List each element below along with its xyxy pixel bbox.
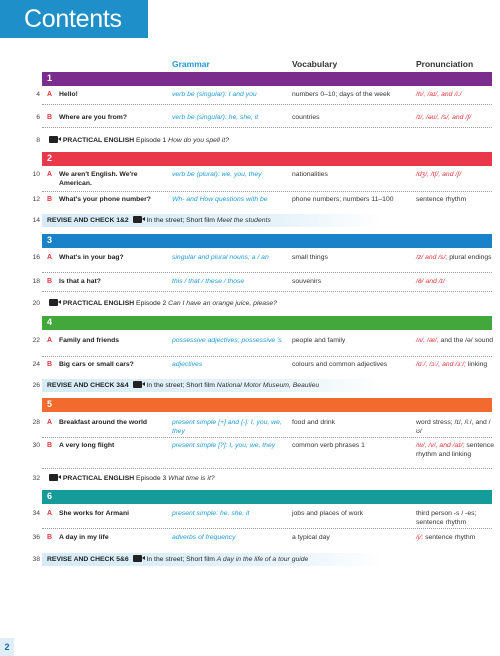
row-divider <box>42 437 492 438</box>
unit-bar-6: 6 <box>42 490 492 504</box>
video-camera-icon <box>49 136 58 143</box>
video-camera-icon <box>49 299 58 306</box>
row-divider <box>42 291 492 292</box>
row-divider <box>42 528 492 529</box>
unit-bar-4: 4 <box>42 316 492 330</box>
grammar-header: Grammar <box>172 59 210 69</box>
row-divider <box>42 104 492 105</box>
video-camera-icon <box>133 555 142 562</box>
video-camera-icon <box>133 216 142 223</box>
video-camera-icon <box>133 381 142 388</box>
row-divider <box>42 191 492 192</box>
page-number: 2 <box>0 638 14 656</box>
unit-bar-1: 1 <box>42 72 492 86</box>
row-divider <box>42 272 492 273</box>
row-divider <box>42 356 492 357</box>
row-divider <box>42 468 492 469</box>
pronunciation-header: Pronunciation <box>416 59 474 69</box>
unit-bar-2: 2 <box>42 152 492 166</box>
unit-bar-5: 5 <box>42 398 492 412</box>
page-title: Contents <box>24 5 122 33</box>
video-camera-icon <box>49 474 58 481</box>
unit-bar-3: 3 <box>42 234 492 248</box>
vocabulary-header: Vocabulary <box>292 59 338 69</box>
row-divider <box>42 127 492 128</box>
